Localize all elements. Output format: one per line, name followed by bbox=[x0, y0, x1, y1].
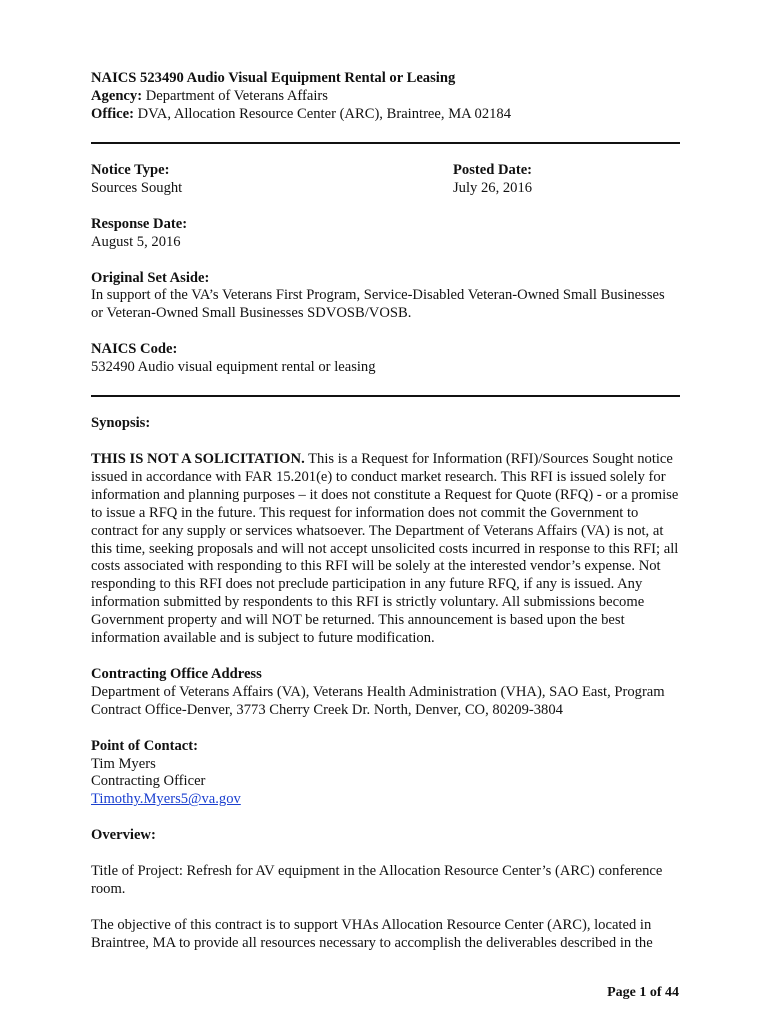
response-date-block bbox=[91, 216, 679, 252]
poc-heading: Point of Contact: bbox=[91, 737, 199, 754]
notice-type-block bbox=[91, 162, 679, 198]
set-aside-label: Original Set Aside: bbox=[91, 269, 210, 286]
agency-line bbox=[91, 88, 679, 106]
naics-value: 532490 Audio visual equipment rental or leasing bbox=[91, 359, 376, 376]
response-date-label: Response Date: bbox=[91, 215, 188, 232]
naics-block bbox=[91, 341, 679, 377]
notice-title: NAICS 523490 Audio Visual Equipment Rental or Leasing bbox=[91, 70, 456, 86]
contracting-office-address: Department of Veterans Affairs (VA), Veterans Health Administration (VHA), SAO East, Program Contract Office-Denver, 3773 Cherry Creek Dr. North, Denver, CO, 80209-3804 bbox=[91, 683, 665, 718]
synopsis-heading: Synopsis: bbox=[91, 415, 151, 432]
posted-date-value: July 26, 2016 bbox=[453, 179, 533, 196]
notice-posted-row bbox=[91, 162, 679, 198]
divider-top bbox=[91, 142, 680, 144]
contracting-office-block bbox=[91, 666, 679, 720]
office-line bbox=[91, 106, 679, 124]
contracting-office-heading: Contracting Office Address bbox=[91, 665, 262, 682]
office-value: DVA, Allocation Resource Center (ARC), Braintree, MA 02184 bbox=[133, 105, 512, 122]
synopsis-body: This is a Request for Information (RFI)/Sources Sought notice issued in accordance with FAR 15.201(e) to conduct market research. This RFI is issued solely for information and planning purposes – it does not constitute a Request for Quote (RFQ) - or a promise to issue a RFQ in the future. This request for information does not commit the Government to contract for any supply or services whatsoever. The Department of Veterans Affairs (VA) is not, at this time, seeking proposals and will not accept unsolicited costs incurred in response to this RFI; all costs associated with responding to this RFI will be solely at the interested vendor’s expense. Not responding to this RFI does not preclude participation in any future RFQ, if any is issued. Any information submitted by respondents to this RFI is strictly voluntary. All submissions become Government property and will NOT be returned. This announcement is based upon the best information available and is subject to future modification. bbox=[91, 450, 679, 647]
posted-date-label: Posted Date: bbox=[453, 161, 533, 178]
poc-name: Tim Myers bbox=[91, 755, 156, 772]
divider-bottom bbox=[91, 395, 680, 397]
overview-objective-text: The objective of this contract is to support VHAs Allocation Resource Center (ARC), located in Braintree, MA to provide all resources necessary to accomplish the deliverables described in the bbox=[91, 917, 653, 951]
poc-title: Contracting Officer bbox=[91, 773, 206, 790]
agency-value: Department of Veterans Affairs bbox=[142, 87, 328, 104]
agency-label: Agency: bbox=[91, 87, 143, 104]
synopsis-lead: THIS IS NOT A SOLICITATION. bbox=[91, 450, 305, 467]
overview-title-text: Title of Project: Refresh for AV equipment in the Allocation Resource Center’s (ARC) conference room. bbox=[91, 863, 663, 898]
office-label: Office: bbox=[91, 105, 134, 122]
notice-type-label: Notice Type: bbox=[91, 161, 170, 178]
overview-heading: Overview: bbox=[91, 827, 156, 844]
notice-type-value: Sources Sought bbox=[91, 179, 183, 196]
set-aside-block bbox=[91, 270, 679, 324]
poc-email-link[interactable]: Timothy.Myers5@va.gov bbox=[91, 791, 241, 808]
point-of-contact-block bbox=[91, 738, 679, 810]
document-content bbox=[91, 70, 679, 953]
response-date-value: August 5, 2016 bbox=[91, 233, 181, 250]
naics-label: NAICS Code: bbox=[91, 341, 178, 358]
posted-date-block bbox=[453, 162, 532, 198]
set-aside-value: In support of the VA’s Veterans First Program, Service-Disabled Veteran-Owned Small Businesses or Veteran-Owned Small Businesses SDVOSB/VOSB. bbox=[91, 287, 665, 322]
page-number: Page 1 of 44 bbox=[607, 985, 679, 1000]
synopsis-paragraph bbox=[91, 451, 679, 648]
